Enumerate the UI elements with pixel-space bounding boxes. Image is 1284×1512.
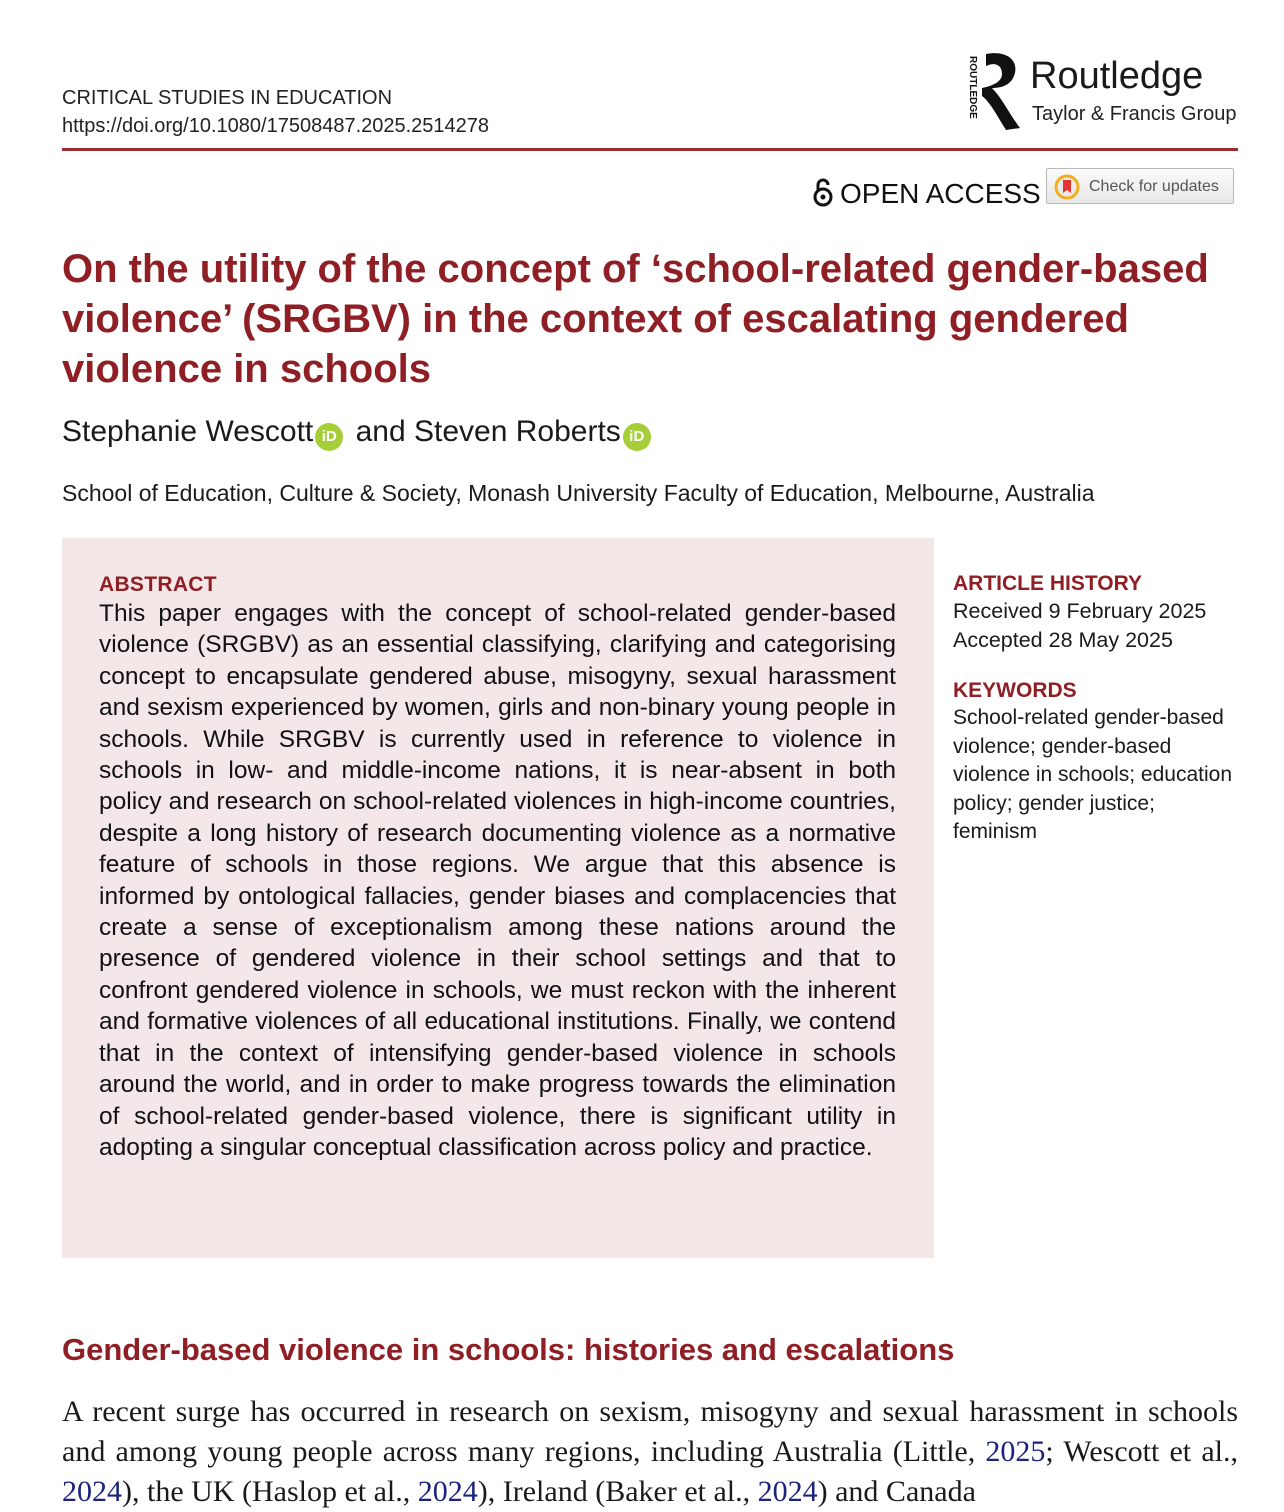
abstract-text: This paper engages with the concept of school-related gender-based violence (SRGBV) as an essential classifying, clarifying and categorising concept to encapsulate gendered abuse, misogyny, sexual harassment and sexism experienced by women, girls and non-binary young people in schools. While SRGBV is currently used in reference to violence in schools in low- and middle-income nations, it is near-absent in both policy and research on school-related violences in high-income countries, despite a long history of research documenting violence as a normative feature of schools in those regions. We argue that this absence is informed by ontological fallacies, gender biases and complacencies that create a sense of exceptionalism among these nations around the presence of gendered violence in their school settings and that to confront gendered violence in schools, we must reckon with the inherent and formative violences of all educational institutions. Finally, we contend that in the context of intensifying gender-based violence in schools around the world, and in order to make progress towards the elimination of school-related gender-based violence, there is significant utility in adopting a singular conceptual classification across policy and practice. [99, 600, 896, 1161]
journal-header [62, 84, 489, 140]
crossmark-icon [1054, 174, 1080, 200]
citation-link[interactable]: 2025 [985, 1435, 1046, 1468]
body-text-run: A recent surge has occurred in research on sexism, misogyny and sexual harassment in schools and among young people across many regions, including Australia (Little, [62, 1395, 1238, 1468]
author-line [62, 412, 655, 452]
body-text-run: ), the UK (Haslop et al., [122, 1475, 418, 1508]
body-text-run: ), Ireland (Baker et al., [477, 1475, 758, 1508]
doi-link[interactable]: https://doi.org/10.1080/17508487.2025.2514278 [62, 115, 490, 137]
keywords [953, 678, 1253, 847]
open-access-badge [812, 176, 1041, 212]
accepted-date: Accepted 28 May 2025 [953, 628, 1173, 652]
article-title: On the utility of the concept of ‘school-related gender-based violence’ (SRGBV) in the context of escalating gendered violence in schools [62, 247, 1209, 391]
publisher-logo [962, 52, 1242, 132]
abstract-label: ABSTRACT [99, 573, 217, 596]
routledge-mark-icon [962, 52, 1024, 132]
publisher-name: Routledge [1030, 55, 1204, 97]
citation-link[interactable]: 2024 [417, 1475, 478, 1508]
author-1[interactable]: Stephanie Wescott [62, 415, 314, 448]
citation-link[interactable]: 2024 [757, 1475, 818, 1508]
author-2[interactable]: Steven Roberts [414, 415, 621, 448]
publisher-vertical-text: ROUTLEDGE [967, 56, 978, 119]
orcid-icon[interactable]: iD [623, 423, 651, 451]
section-heading: Gender-based violence in schools: histories and escalations [62, 1332, 955, 1367]
check-for-updates-label: Check for updates [1089, 178, 1219, 195]
header-rule [62, 148, 1238, 151]
keywords-label: KEYWORDS [953, 679, 1077, 702]
body-text-run: ) and Canada [817, 1475, 976, 1508]
body-paragraph [62, 1392, 1238, 1512]
affiliation: School of Education, Culture & Society, Monash University Faculty of Education, Melbourne, Australia [62, 480, 1095, 506]
author-joiner: and [355, 415, 406, 448]
publisher-group: Taylor & Francis Group [1032, 103, 1237, 125]
journal-name: CRITICAL STUDIES IN EDUCATION [62, 87, 393, 109]
keywords-text: School-related gender-based violence; gender-based violence in schools; education policy; gender justice; feminism [953, 706, 1233, 843]
citation-link[interactable]: 2024 [62, 1475, 122, 1508]
check-for-updates-button[interactable] [1046, 168, 1234, 204]
open-lock-icon [812, 177, 834, 207]
body-text-run: ; Wescott et al., [1045, 1435, 1238, 1468]
article-history-label: ARTICLE HISTORY [953, 572, 1143, 595]
orcid-icon[interactable]: iD [315, 423, 343, 451]
open-access-label: OPEN ACCESS [840, 178, 1041, 209]
received-date: Received 9 February 2025 [953, 599, 1207, 623]
article-history [953, 571, 1253, 655]
abstract-box [62, 538, 934, 1258]
